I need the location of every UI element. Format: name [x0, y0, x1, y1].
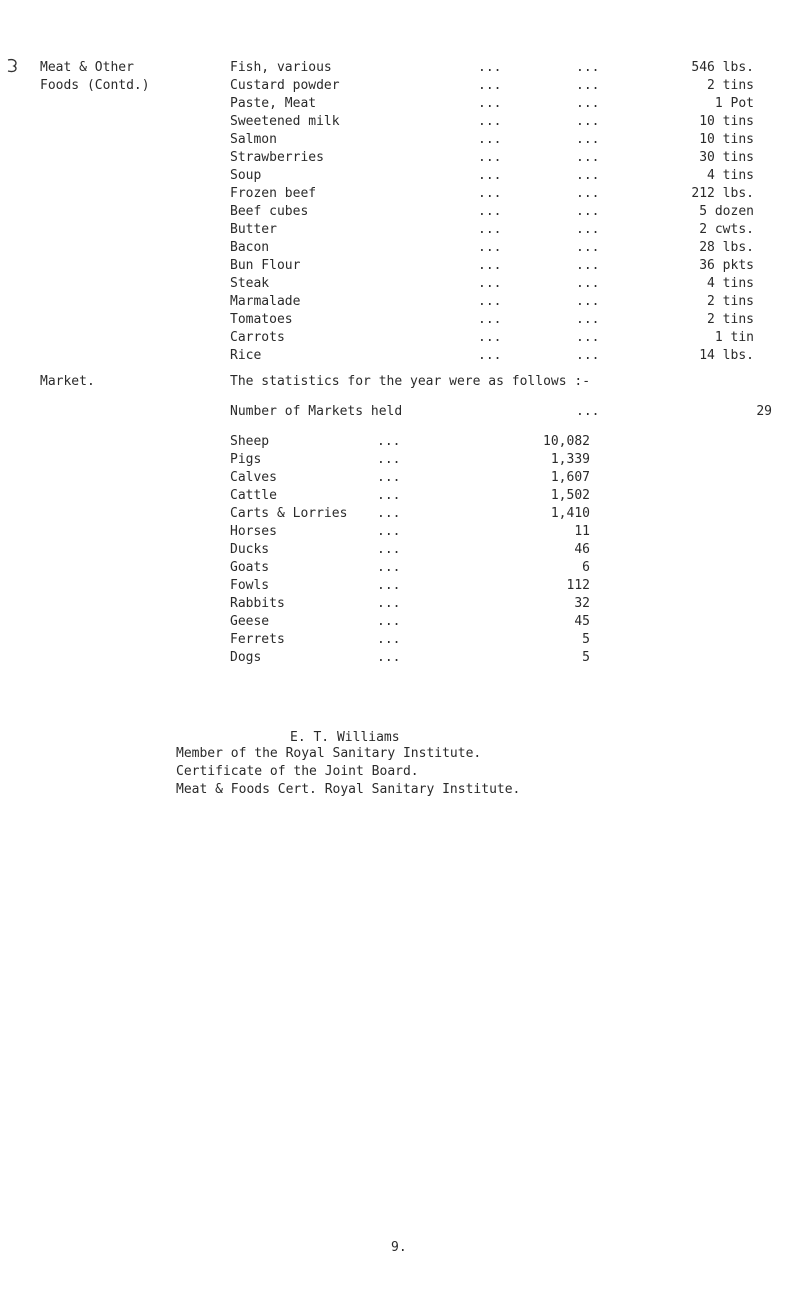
page-number: 9.: [391, 1240, 407, 1255]
food-row: [230, 78, 770, 96]
food-row: [230, 168, 770, 186]
leader-dots: ...: [478, 132, 502, 147]
leader-dots: ...: [478, 114, 502, 129]
food-quantity: 4 tins: [707, 168, 754, 183]
food-row: [230, 294, 770, 312]
leader-dots: ...: [576, 204, 600, 219]
animal-name: Goats: [230, 560, 270, 575]
leader-dots: ...: [576, 348, 600, 363]
animal-name: Sheep: [230, 434, 270, 449]
leader-dots: ...: [377, 578, 401, 593]
leader-dots: ...: [478, 312, 502, 327]
signatory-credential: Member of the Royal Sanitary Institute.: [176, 746, 482, 761]
leader-dots: ...: [576, 404, 600, 419]
food-name: Rice: [230, 348, 262, 363]
animal-count: 5: [582, 632, 590, 647]
food-name: Bun Flour: [230, 258, 301, 273]
leader-dots: ...: [478, 150, 502, 165]
markets-held-row: [230, 404, 780, 422]
animal-name: Rabbits: [230, 596, 285, 611]
animal-count: 11: [574, 524, 590, 539]
food-name: Soup: [230, 168, 262, 183]
animal-row: [230, 542, 590, 560]
signatory-credential: Meat & Foods Cert. Royal Sanitary Institute.: [176, 782, 521, 797]
food-quantity: 10 tins: [699, 114, 754, 129]
animal-row: [230, 578, 590, 596]
food-name: Sweetened milk: [230, 114, 340, 129]
food-quantity: 5 dozen: [699, 204, 754, 219]
animal-row: [230, 632, 590, 650]
food-name: Bacon: [230, 240, 270, 255]
animal-name: Fowls: [230, 578, 270, 593]
animal-row: [230, 452, 590, 470]
leader-dots: ...: [576, 240, 600, 255]
leader-dots: ...: [576, 294, 600, 309]
food-name: Beef cubes: [230, 204, 309, 219]
leader-dots: ...: [576, 330, 600, 345]
animal-row: [230, 506, 590, 524]
food-quantity: 2 tins: [707, 312, 754, 327]
leader-dots: ...: [377, 650, 401, 665]
leader-dots: ...: [377, 488, 401, 503]
food-name: Salmon: [230, 132, 277, 147]
food-name: Fish, various: [230, 60, 332, 75]
animal-count: 46: [574, 542, 590, 557]
leader-dots: ...: [377, 596, 401, 611]
leader-dots: ...: [377, 434, 401, 449]
food-row: [230, 150, 770, 168]
animal-name: Pigs: [230, 452, 262, 467]
animal-name: Ferrets: [230, 632, 285, 647]
food-row: [230, 258, 770, 276]
leader-dots: ...: [576, 312, 600, 327]
animal-count: 10,082: [543, 434, 590, 449]
food-quantity: 2 cwts.: [699, 222, 754, 237]
leader-dots: ...: [478, 78, 502, 93]
animal-row: [230, 650, 590, 668]
leader-dots: ...: [377, 524, 401, 539]
food-row: [230, 240, 770, 258]
animal-name: Carts & Lorries: [230, 506, 348, 521]
signatory-name: E. T. Williams: [290, 730, 400, 745]
animal-count: 5: [582, 650, 590, 665]
section-heading-line2: Foods (Contd.): [40, 78, 150, 93]
leader-dots: ...: [576, 60, 600, 75]
food-row: [230, 114, 770, 132]
animal-count: 45: [574, 614, 590, 629]
leader-dots: ...: [377, 632, 401, 647]
leader-dots: ...: [377, 614, 401, 629]
leader-dots: ...: [576, 114, 600, 129]
leader-dots: ...: [576, 222, 600, 237]
food-name: Tomatoes: [230, 312, 293, 327]
food-name: Frozen beef: [230, 186, 317, 201]
food-row: [230, 132, 770, 150]
animal-name: Calves: [230, 470, 277, 485]
food-quantity: 14 lbs.: [699, 348, 754, 363]
food-name: Butter: [230, 222, 277, 237]
leader-dots: ...: [576, 258, 600, 273]
leader-dots: ...: [377, 452, 401, 467]
leader-dots: ...: [478, 96, 502, 111]
food-row: [230, 222, 770, 240]
food-name: Carrots: [230, 330, 285, 345]
animal-count: 112: [566, 578, 590, 593]
food-row: [230, 276, 770, 294]
leader-dots: ...: [377, 542, 401, 557]
leader-dots: ...: [576, 168, 600, 183]
leader-dots: ...: [478, 348, 502, 363]
leader-dots: ...: [576, 78, 600, 93]
food-quantity: 212 lbs.: [691, 186, 754, 201]
leader-dots: ...: [576, 150, 600, 165]
food-row: [230, 330, 770, 348]
leader-dots: ...: [478, 222, 502, 237]
animal-name: Ducks: [230, 542, 270, 557]
animal-count: 1,410: [550, 506, 590, 521]
food-quantity: 546 lbs.: [691, 60, 754, 75]
leader-dots: ...: [576, 276, 600, 291]
leader-dots: ...: [576, 132, 600, 147]
animal-name: Horses: [230, 524, 277, 539]
food-quantity: 30 tins: [699, 150, 754, 165]
market-section-label: Market.: [40, 374, 95, 389]
food-name: Marmalade: [230, 294, 301, 309]
leader-dots: ...: [478, 60, 502, 75]
section-heading-line1: Meat & Other: [40, 60, 134, 75]
leader-dots: ...: [576, 186, 600, 201]
animal-row: [230, 434, 590, 452]
leader-dots: ...: [377, 560, 401, 575]
food-row: [230, 186, 770, 204]
signatory-credential: Certificate of the Joint Board.: [176, 764, 419, 779]
animal-row: [230, 614, 590, 632]
animal-name: Dogs: [230, 650, 262, 665]
animal-row: [230, 596, 590, 614]
leader-dots: ...: [478, 204, 502, 219]
food-name: Strawberries: [230, 150, 324, 165]
food-quantity: 2 tins: [707, 78, 754, 93]
animal-name: Cattle: [230, 488, 277, 503]
food-quantity: 1 tin: [714, 330, 754, 345]
food-name: Steak: [230, 276, 270, 291]
leader-dots: ...: [478, 294, 502, 309]
statistics-intro: The statistics for the year were as follows :-: [230, 374, 591, 389]
leader-dots: ...: [377, 506, 401, 521]
leader-dots: ...: [377, 470, 401, 485]
leader-dots: ...: [478, 168, 502, 183]
animal-row: [230, 470, 590, 488]
leader-dots: ...: [576, 96, 600, 111]
animal-count: 6: [582, 560, 590, 575]
animal-count: 1,607: [550, 470, 590, 485]
food-quantity: 4 tins: [707, 276, 754, 291]
food-name: Paste, Meat: [230, 96, 317, 111]
animal-count: 1,502: [550, 488, 590, 503]
food-name: Custard powder: [230, 78, 340, 93]
food-quantity: 28 lbs.: [699, 240, 754, 255]
leader-dots: ...: [478, 276, 502, 291]
animal-row: [230, 560, 590, 578]
animal-count: 32: [574, 596, 590, 611]
food-row: [230, 60, 770, 78]
animal-row: [230, 488, 590, 506]
food-row: [230, 312, 770, 330]
food-quantity: 2 tins: [707, 294, 754, 309]
leader-dots: ...: [478, 258, 502, 273]
food-quantity: 10 tins: [699, 132, 754, 147]
animal-count: 1,339: [550, 452, 590, 467]
animal-name: Geese: [230, 614, 270, 629]
food-row: [230, 348, 770, 366]
leader-dots: ...: [478, 330, 502, 345]
leader-dots: ...: [478, 240, 502, 255]
punch-hole-mark-icon: [4, 56, 22, 74]
food-row: [230, 96, 770, 114]
food-quantity: 36 pkts: [699, 258, 754, 273]
leader-dots: ...: [478, 186, 502, 201]
food-row: [230, 204, 770, 222]
food-quantity: 1 Pot: [714, 96, 754, 111]
animal-row: [230, 524, 590, 542]
markets-held-label: Number of Markets held: [230, 404, 403, 419]
markets-held-value: 29: [756, 404, 772, 419]
